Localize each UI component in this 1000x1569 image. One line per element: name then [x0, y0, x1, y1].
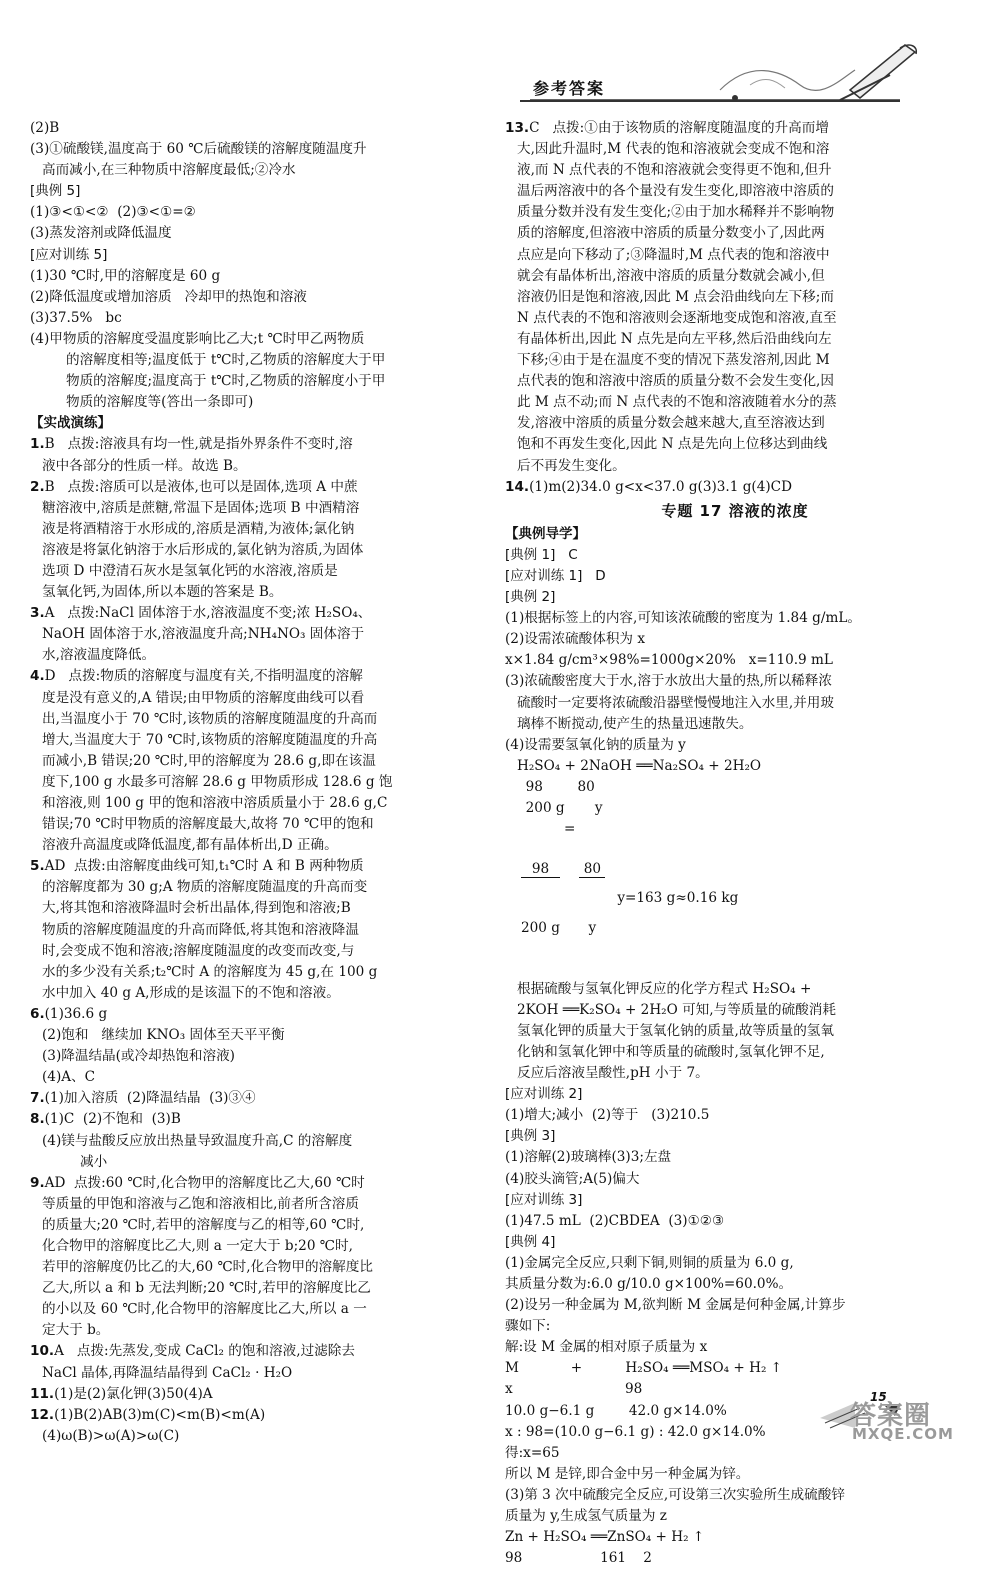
- text-line: [505, 671, 965, 692]
- line-text: 化钠和氢氧化钾中和等质量的硫酸时,氢氧化钾不足,: [517, 1043, 825, 1060]
- line-text: (1)C (2)不饱和 (3)B: [44, 1111, 181, 1128]
- line-text: 减小: [80, 1153, 108, 1170]
- line-text: (4)胶头滴管;A(5)偏大: [505, 1170, 640, 1187]
- text-line: [30, 160, 478, 181]
- line-text: (4)甲物质的溶解度受温度影响比乙大;t ℃时甲乙两物质: [30, 330, 365, 347]
- line-text: (1)加入溶质 (2)降温结晶 (3)③④: [44, 1090, 256, 1107]
- text-line: [30, 519, 478, 540]
- fraction-left-numerator: 98: [521, 861, 560, 878]
- text-line: [505, 545, 965, 566]
- line-text: 发,溶液中溶质的质量分数会越来越大,直至溶液达到: [517, 415, 825, 432]
- text-line: [30, 920, 478, 941]
- line-text: C 点拨:①由于该物质的溶解度随温度的升高而增: [529, 120, 829, 136]
- line-text: (4)A、C: [42, 1069, 96, 1086]
- text-line: [30, 540, 478, 561]
- line-text: 硫酸时一定要将浓硫酸沿器壁慢慢地注入水里,并用玻: [517, 694, 834, 711]
- text-line: [30, 329, 478, 350]
- line-text: D 点拨:物质的溶解度与温度有关,不指明温度的溶解: [44, 668, 363, 685]
- text-line: [30, 223, 478, 244]
- line-text: 解:设 M 金属的相对原子质量为 x: [505, 1339, 708, 1356]
- question-number: 2.: [30, 478, 45, 495]
- text-line: [30, 1131, 478, 1152]
- text-line: [505, 735, 965, 756]
- line-text: 反应后溶液呈酸性,pH 小于 7。: [517, 1065, 709, 1082]
- text-line: [505, 566, 965, 587]
- line-text: 其质量分数为:6.0 g/10.0 g×100%=60.0%。: [505, 1275, 793, 1292]
- header-rule: [520, 100, 900, 102]
- line-text: (1)金属完全反应,只剩下铜,则铜的质量为 6.0 g,: [505, 1254, 794, 1271]
- line-text: 氢氧化钾的质量大于氢氧化钠的质量,故等质量的氢氧: [517, 1022, 834, 1039]
- text-line: [30, 1088, 478, 1109]
- line-text: (1)是(2)氯化钾(3)50(4)A: [54, 1385, 213, 1402]
- line-text: (1)溶解(2)玻璃棒(3)3;左盘: [505, 1149, 672, 1166]
- text-line: [30, 1278, 478, 1299]
- line-text: 液中各部分的性质一样。故选 B。: [42, 457, 247, 474]
- text-line: [30, 856, 478, 877]
- line-text: AD 点拨:由溶解度曲线可知,t₁℃时 A 和 B 两种物质: [44, 858, 364, 875]
- watermark-url: MXQE.COM: [852, 1425, 954, 1443]
- text-line: [505, 1274, 965, 1295]
- line-text: [应对训练 3]: [505, 1191, 583, 1208]
- line-text: 此 M 点不动;而 N 点代表的不饱和溶液随着水分的蒸: [517, 394, 837, 411]
- text-line: [30, 1236, 478, 1257]
- line-text: 的小以及 60 ℃时,化合物甲的溶解度比乙大,所以 a 一: [42, 1301, 367, 1318]
- training-block: [505, 979, 965, 1569]
- text-line: [30, 877, 478, 898]
- fraction-left-denominator: 200 g: [521, 920, 560, 937]
- line-text: 选项 D 中澄清石灰水是氢氧化钙的水溶液,溶质是: [42, 562, 338, 579]
- line-text: x×1.84 g/cm³×98%=1000g×20% x=110.9 mL: [505, 652, 833, 669]
- fraction-result: y=163 g≈0.16 kg: [617, 890, 739, 907]
- line-text: 溶液是将氯化钠溶于水后形成的,氯化钠为溶质,为固体: [42, 541, 364, 558]
- line-text: A 点拨:先蒸发,变成 CaCl₂ 的饱和溶液,过滤除去: [54, 1343, 355, 1360]
- text-line: [30, 456, 478, 477]
- text-line: [30, 1109, 478, 1130]
- line-text: NaOH 固体溶于水,溶液温度升高;NH₄NO₃ 固体溶于: [42, 626, 365, 643]
- line-text: 错误;70 ℃时甲物质的溶解度最大,故将 70 ℃甲的饱和: [42, 816, 374, 833]
- text-line: [30, 983, 478, 1004]
- text-line: [505, 524, 965, 545]
- right-column: [505, 118, 965, 1569]
- text-line: [30, 1194, 478, 1215]
- question-number: 9.: [30, 1174, 45, 1191]
- line-text: [应对训练 2]: [505, 1086, 583, 1103]
- line-text: 若甲的溶解度仍比乙的大,60 ℃时,化合物甲的溶解度比: [42, 1259, 373, 1276]
- line-text: 糖溶液中,溶质是蔗糖,常温下是固体;选项 B 中酒精溶: [42, 499, 360, 516]
- text-line: [30, 898, 478, 919]
- line-text: (4)设需要氢氧化钠的质量为 y: [505, 736, 686, 753]
- text-line: [30, 1067, 478, 1088]
- line-text: (2)饱和 继续加 KNO₃ 固体至天平平衡: [42, 1027, 285, 1044]
- line-text: 水的多少没有关系;t₂℃时 A 的溶解度为 45 g,在 100 g: [42, 963, 378, 980]
- text-line: [30, 1173, 478, 1194]
- line-text: 大,因此升温时,M 代表的饱和溶液就会变成不饱和溶: [517, 141, 830, 158]
- text-line: [505, 1105, 965, 1126]
- text-line: [505, 1021, 965, 1042]
- text-line: [30, 181, 478, 202]
- text-line: [30, 413, 478, 434]
- line-text: (1)47.5 mL (2)CBDEA (3)①②③: [505, 1212, 725, 1229]
- line-text: (1)m(2)34.0 g<x<37.0 g(3)3.1 g(4)CD: [529, 478, 792, 495]
- line-text: B 点拨:溶质可以是液体,也可以是固体,选项 A 中蔗: [44, 478, 358, 495]
- text-line: [505, 608, 965, 629]
- line-text: 乙大,所以 a 和 b 无法判断;20 ℃时,若甲的溶解度比乙: [42, 1280, 371, 1297]
- text-line: [505, 202, 965, 223]
- line-text: 物质的溶解度随温度的升高而降低,将其饱和溶液降温: [42, 921, 359, 938]
- text-line: [30, 1215, 478, 1236]
- text-line: [505, 1358, 965, 1379]
- text-line: [505, 756, 965, 777]
- text-line: [30, 624, 478, 645]
- line-text: 物质的溶解度;温度高于 t℃时,乙物质的溶解度小于甲: [66, 373, 386, 390]
- line-text: NaCl 晶体,再降温结晶得到 CaCl₂ · H₂O: [42, 1364, 293, 1381]
- text-line: [505, 1084, 965, 1105]
- text-line: [505, 1042, 965, 1063]
- text-line: [30, 814, 478, 835]
- line-text: (4)ω(B)>ω(A)>ω(C): [42, 1427, 180, 1444]
- line-text: 就会有晶体析出,溶液中溶质的质量分数就会减小,但: [517, 267, 825, 284]
- text-line: [505, 245, 965, 266]
- text-line: [30, 1004, 478, 1025]
- text-line: [30, 772, 478, 793]
- text-line: [505, 777, 965, 798]
- line-text: 璃棒不断搅动,使产生的热量迅速散失。: [517, 715, 753, 732]
- text-line: [30, 139, 478, 160]
- text-line: [30, 730, 478, 751]
- line-text: 骤如下:: [505, 1318, 551, 1335]
- text-line: [505, 1316, 965, 1337]
- line-text: (3)浓硫酸密度大于水,溶于水放出大量的热,所以稀释浓: [505, 673, 832, 690]
- text-line: [30, 835, 478, 856]
- line-text: 温后两溶液中的各个量没有发生变化,即溶液中溶质的: [517, 183, 834, 200]
- fraction-left: [521, 819, 560, 979]
- text-line: [30, 434, 478, 455]
- question-number: 7.: [30, 1090, 45, 1107]
- question-number: 11.: [30, 1385, 55, 1402]
- watermark-logo: 答案圈: [850, 1401, 932, 1431]
- line-text: 【实战演练】: [30, 415, 111, 432]
- text-line: [505, 139, 965, 160]
- text-line: [505, 1190, 965, 1211]
- text-line: [30, 941, 478, 962]
- text-line: [505, 1527, 965, 1548]
- text-line: [30, 308, 478, 329]
- line-text: 根据硫酸与氢氧化钾反应的化学方程式 H₂SO₄ +: [517, 980, 812, 997]
- text-line: [30, 350, 478, 371]
- line-text: 液是将酒精溶于水形成的,溶质是酒精,为液体;氯化钠: [42, 520, 355, 537]
- line-text: 水,溶液温度降低。: [42, 647, 156, 664]
- text-line: [505, 1485, 965, 1506]
- line-text: 质量分数并没有发生变化;②由于加水稀释并不影响物: [517, 204, 835, 221]
- line-text: 饱和不再发生变化,因此 N 点是先向上位移达到曲线: [517, 436, 828, 453]
- line-text: AD 点拨:60 ℃时,化合物甲的溶解度比乙大,60 ℃时: [44, 1174, 365, 1191]
- line-text: (2)设另一种金属为 M,欲判断 M 金属是何种金属,计算步: [505, 1297, 846, 1314]
- text-line: [505, 181, 965, 202]
- text-line: [505, 1126, 965, 1147]
- text-line: [30, 1046, 478, 1067]
- question-number: 1.: [30, 436, 45, 453]
- left-column: [30, 118, 478, 1447]
- line-text: 质量为 y,生成氢气质量为 z: [505, 1508, 667, 1524]
- text-line: [505, 798, 965, 819]
- text-line: [505, 1147, 965, 1168]
- line-text: (2)降低温度或增加溶质 冷却甲的热饱和溶液: [30, 288, 307, 305]
- text-line: [505, 413, 965, 434]
- text-line: [505, 434, 965, 455]
- line-text: 度下,100 g 水最多可溶解 28.6 g 甲物质形成 128.6 g 饱: [42, 773, 393, 790]
- text-line: [30, 287, 478, 308]
- text-line: [505, 1443, 965, 1464]
- line-text: 点代表的饱和溶液中溶质的质量分数不会发生变化,因: [517, 373, 834, 390]
- question-number: 10.: [30, 1343, 55, 1360]
- text-line: [505, 979, 965, 1000]
- text-line: [30, 202, 478, 223]
- line-text: 所以 M 是锌,即合金中另一种金属为锌。: [505, 1465, 750, 1482]
- question-number: 4.: [30, 668, 45, 685]
- line-text: (3)①硫酸镁,温度高于 60 ℃后硫酸镁的溶解度随温度升: [30, 141, 367, 158]
- text-line: [30, 1426, 478, 1447]
- question-number: 6.: [30, 1005, 45, 1022]
- header-label: 参考答案: [533, 79, 606, 98]
- line-text: 化合物甲的溶解度比乙大,则 a 一定大于 b;20 ℃时,: [42, 1237, 353, 1254]
- text-line: [30, 603, 478, 624]
- text-line: [30, 477, 478, 498]
- line-text: (3)蒸发溶剂或降低温度: [30, 225, 172, 242]
- text-line: [30, 1320, 478, 1341]
- text-line: [505, 1169, 965, 1190]
- text-line: [30, 688, 478, 709]
- line-text: A 点拨:NaCl 固体溶于水,溶液温度不变;浓 H₂SO₄、: [44, 605, 372, 622]
- text-line: [505, 629, 965, 650]
- text-line: [505, 223, 965, 244]
- line-text: (3)37.5% bc: [30, 309, 122, 326]
- text-line: [505, 693, 965, 714]
- text-line: [30, 498, 478, 519]
- text-line: [30, 666, 478, 687]
- line-text: 溶液升高温度或降低温度,都有晶体析出,D 正确。: [42, 837, 338, 854]
- text-line: [505, 118, 965, 139]
- line-text: 物质的溶解度等(答出一条即可): [66, 394, 254, 411]
- page-number: 15: [870, 1390, 887, 1404]
- text-line: [30, 1341, 478, 1362]
- text-line: [30, 371, 478, 392]
- text-line: [505, 1000, 965, 1021]
- question-number: 8.: [30, 1111, 45, 1128]
- text-line: [30, 266, 478, 287]
- line-text: 液,而 N 点代表的不饱和溶液就会变得更不饱和,但升: [517, 162, 832, 179]
- text-line: [505, 1253, 965, 1274]
- line-text: x : 98=(10.0 g−6.1 g) : 42.0 g×14.0%: [505, 1423, 766, 1440]
- line-text: x 98: [505, 1381, 643, 1398]
- line-text: 的溶解度都为 30 g;A 物质的溶解度随温度的升高而变: [42, 879, 368, 896]
- text-line: [505, 287, 965, 308]
- line-text: 增大,当温度大于 70 ℃时,该物质的溶解度随温度的升高: [42, 731, 378, 748]
- text-line: [30, 582, 478, 603]
- right-answers-block: [505, 118, 965, 498]
- line-text: 质的溶解度,但溶液中溶质的质量分数变小了,因此两: [517, 225, 825, 242]
- line-text: (1)③<①<② (2)③<①=②: [30, 204, 196, 221]
- line-text: 等质量的甲饱和溶液与乙饱和溶液相比,前者所含溶质: [42, 1195, 359, 1212]
- line-text: (1)30 ℃时,甲的溶解度是 60 g: [30, 267, 221, 284]
- line-text: [典例 4]: [505, 1233, 556, 1250]
- line-text: 氢氧化钙,为固体,所以本题的答案是 B。: [42, 584, 283, 601]
- text-line: [30, 1299, 478, 1320]
- text-line: [30, 245, 478, 266]
- topic-title: 专题 17 溶液的浓度: [661, 501, 809, 520]
- line-text: 溶液仍旧是饱和溶液,因此 M 点会沿曲线向左下移;而: [517, 288, 834, 305]
- text-line: [505, 1211, 965, 1232]
- text-line: [505, 1232, 965, 1253]
- text-line: [505, 1295, 965, 1316]
- line-text: (3)第 3 次中硫酸完全反应,可设第三次实验所生成硫酸锌: [505, 1486, 845, 1503]
- text-line: [505, 392, 965, 413]
- fraction-right-denominator: y: [588, 920, 597, 937]
- line-text: 98 80: [517, 778, 595, 795]
- text-line: [30, 645, 478, 666]
- line-text: 度是没有意义的,A 错误;由甲物质的溶解度曲线可以看: [42, 689, 365, 706]
- text-line: [505, 350, 965, 371]
- text-line: [505, 1548, 965, 1569]
- text-line: [505, 456, 965, 477]
- text-line: [30, 1257, 478, 1278]
- text-line: [505, 587, 965, 608]
- line-text: (1)增大;减小 (2)等于 (3)210.5: [505, 1107, 710, 1124]
- line-text: [典例 1] C: [505, 546, 578, 563]
- line-text: (2)B: [30, 120, 60, 136]
- question-number: 13.: [505, 120, 530, 136]
- line-text: B 点拨:溶液具有均一性,就是指外界条件不变时,溶: [44, 436, 353, 453]
- line-text: [应对训练 1] D: [505, 567, 606, 584]
- line-text: M + H₂SO₄ ══MSO₄ + H₂ ↑: [505, 1360, 783, 1377]
- line-text: 下移;④由于是在温度不变的情况下蒸发溶剂,因此 M: [517, 352, 830, 369]
- line-text: 点应是向下移动了;③降温时,M 点代表的饱和溶液中: [517, 246, 830, 263]
- line-text: H₂SO₄ + 2NaOH ══Na₂SO₄ + 2H₂O: [517, 757, 762, 774]
- line-text: 后不再发生变化。: [517, 457, 626, 474]
- line-text: 时,会变成不饱和溶液;溶解度随温度的改变而改变,与: [42, 942, 355, 959]
- line-text: 定大于 b。: [42, 1322, 110, 1339]
- text-line: [30, 1025, 478, 1046]
- line-text: 和溶液,则 100 g 甲的饱和溶液中溶质质量小于 28.6 g,C: [42, 795, 388, 811]
- line-text: (2)设需浓硫酸体积为 x: [505, 631, 645, 648]
- text-line: [30, 118, 478, 139]
- line-text: Zn + H₂SO₄ ══ZnSO₄ + H₂ ↑: [505, 1529, 705, 1546]
- fraction-equation: [505, 819, 965, 979]
- line-text: N 点代表的不饱和溶液则会逐渐地变成饱和溶液,直至: [517, 309, 837, 326]
- line-text: (1)36.6 g: [44, 1005, 108, 1022]
- text-line: [30, 962, 478, 983]
- line-text: 而减小,B 错误;20 ℃时,甲的溶解度为 28.6 g,即在该温: [42, 752, 376, 769]
- text-line: [505, 266, 965, 287]
- text-line: [30, 1152, 478, 1173]
- text-line: [505, 1337, 965, 1358]
- text-line: [30, 561, 478, 582]
- line-text: 高而减小,在三种物质中溶解度最低;②冷水: [42, 162, 296, 179]
- line-text: 水中加入 40 g A,形成的是该温下的不饱和溶液。: [42, 984, 340, 1001]
- line-text: (1)B(2)AB(3)m(C)<m(B)<m(A): [54, 1406, 266, 1423]
- line-text: (3)降温结晶(或冷却热饱和溶液): [42, 1048, 235, 1065]
- line-text: 出,当温度小于 70 ℃时,该物质的溶解度随温度的升高而: [42, 710, 378, 727]
- line-text: 2KOH ══K₂SO₄ + 2H₂O 可知,与等质量的硫酸消耗: [517, 1001, 836, 1018]
- fraction-right: [579, 819, 605, 979]
- text-line: [30, 793, 478, 814]
- text-line: [505, 371, 965, 392]
- question-number: 5.: [30, 858, 45, 875]
- text-line: [505, 329, 965, 350]
- text-line: [505, 650, 965, 671]
- text-line: [30, 392, 478, 413]
- text-line: [505, 477, 965, 498]
- line-text: 有晶体析出,因此 N 点先是向左平移,然后沿曲线向左: [517, 330, 832, 347]
- text-line: [505, 1464, 965, 1485]
- line-text: 得:x=65: [505, 1444, 560, 1461]
- line-text: [典例 5]: [30, 183, 81, 200]
- line-text: 200 g y: [517, 800, 603, 816]
- text-line: [30, 751, 478, 772]
- text-line: [30, 1405, 478, 1426]
- text-line: [505, 160, 965, 181]
- line-text: [典例 2]: [505, 589, 556, 606]
- line-text: 10.0 g−6.1 g 42.0 g×14.0%: [505, 1402, 727, 1419]
- line-text: (1)根据标签上的内容,可知该浓硫酸的密度为 1.84 g/mL。: [505, 610, 861, 627]
- text-line: [30, 1384, 478, 1405]
- question-number: 14.: [505, 478, 530, 495]
- text-line: [30, 709, 478, 730]
- line-text: 的质量大;20 ℃时,若甲的溶解度与乙的相等,60 ℃时,: [42, 1216, 365, 1233]
- line-text: [典例 3]: [505, 1128, 556, 1145]
- question-number: 12.: [30, 1406, 55, 1423]
- question-number: 3.: [30, 605, 45, 622]
- line-text: [应对训练 5]: [30, 246, 108, 263]
- line-text: 98 161 2: [505, 1550, 652, 1567]
- text-line: [30, 1363, 478, 1384]
- example-guide-block: [505, 524, 965, 819]
- text-line: [505, 1506, 965, 1527]
- line-text: 大,将其饱和溶液降温时会析出晶体,得到饱和溶液;B: [42, 900, 351, 917]
- text-line: [505, 714, 965, 735]
- fraction-right-numerator: 80: [579, 861, 605, 878]
- line-text: (4)镁与盐酸反应放出热量导致温度升高,C 的溶解度: [42, 1132, 353, 1149]
- equals-sign: =: [563, 821, 576, 838]
- text-line: [505, 1063, 965, 1084]
- line-text: 【典例导学】: [505, 525, 586, 542]
- line-text: 的溶解度相等;温度低于 t℃时,乙物质的溶解度大于甲: [66, 352, 386, 369]
- text-line: [505, 308, 965, 329]
